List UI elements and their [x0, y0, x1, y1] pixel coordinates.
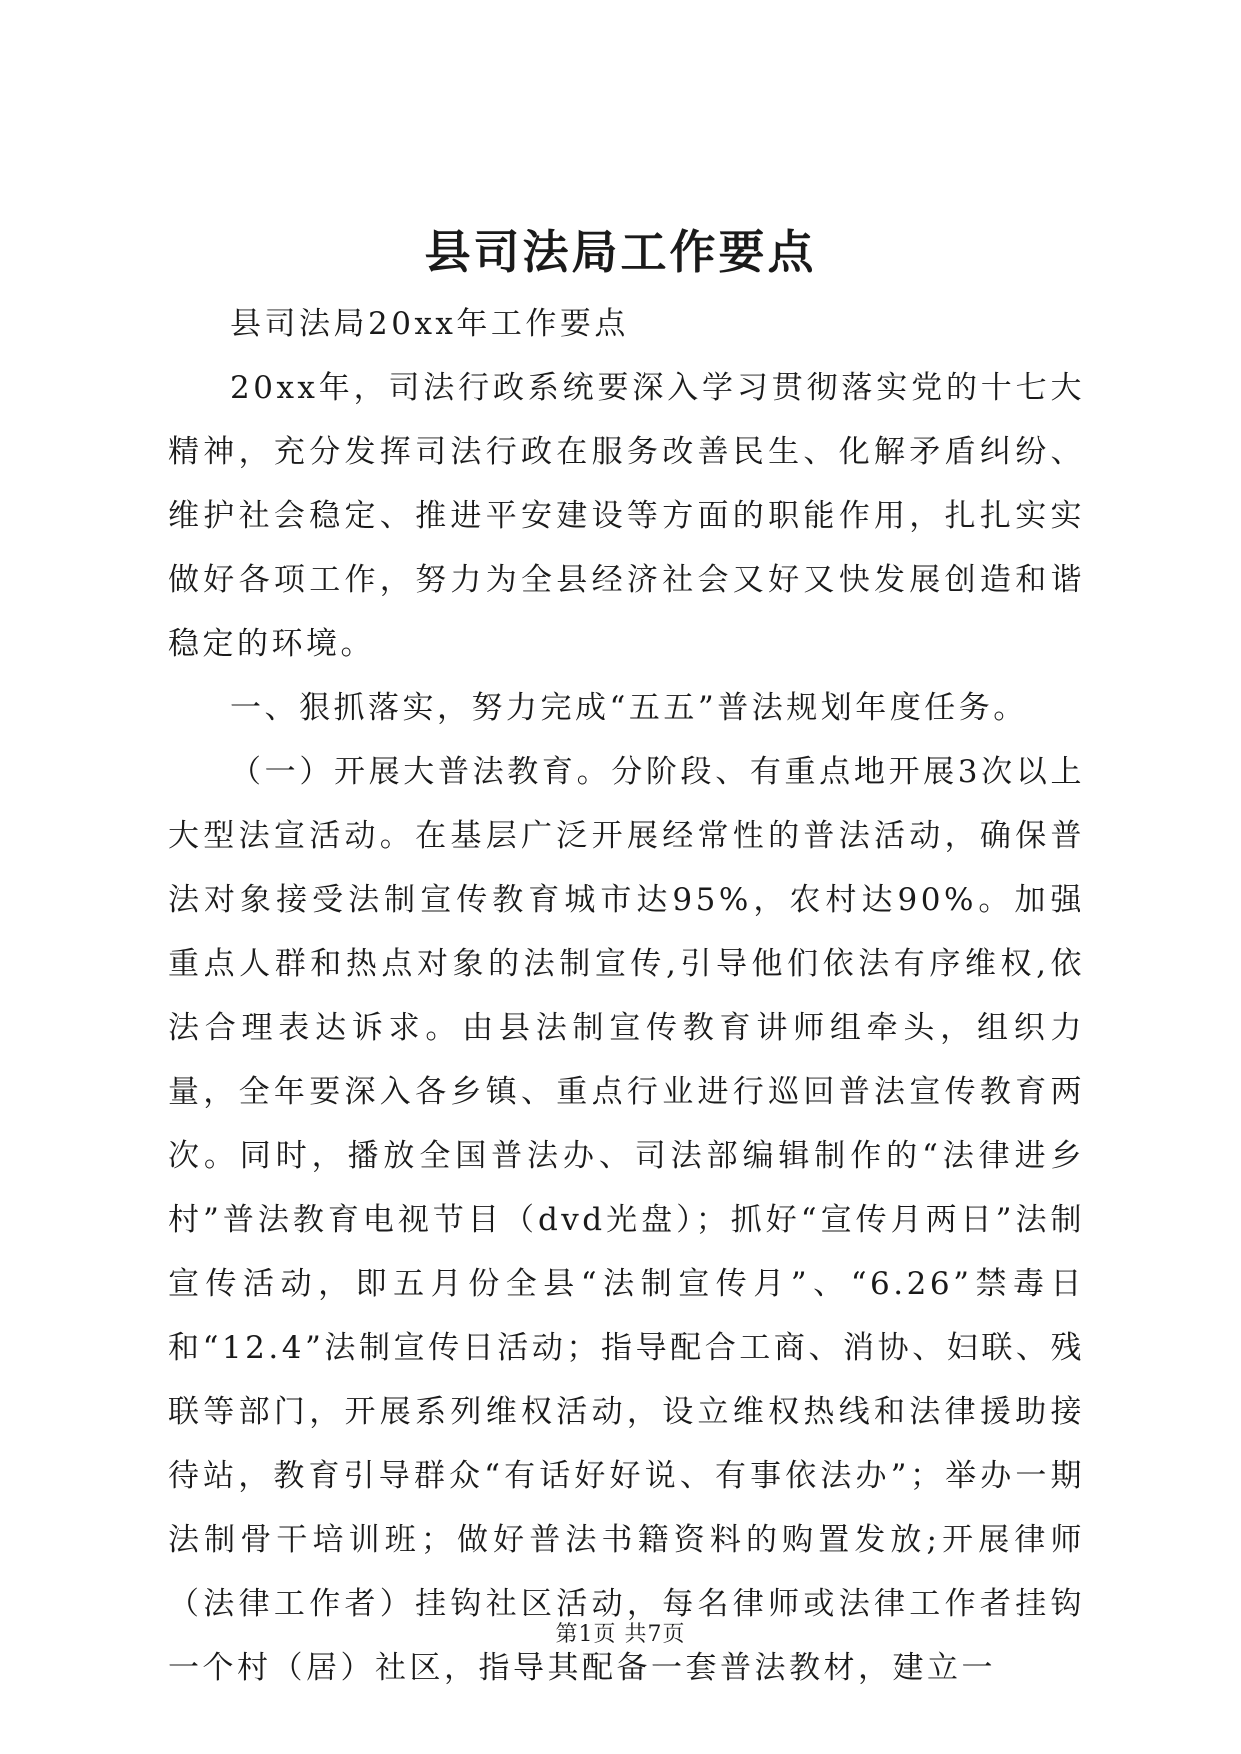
document-title: 县司法局工作要点 [424, 225, 817, 279]
section-heading-1: 一、狠抓落实，努力完成“五五”普法规划年度任务。 [230, 690, 1028, 726]
page-number-footer: 第1页 共7页 [555, 1622, 686, 1647]
document-subtitle: 县司法局20xx年工作要点 [230, 306, 629, 342]
document-body [168, 292, 1085, 1700]
paragraph-section-1-1: （一）开展大普法教育。分阶段、有重点地开展3次以上大型法宣活动。在基层广泛开展经常性的普法活动，确保普法对象接受法制宣传教育城市达95%，农村达90%。加强重点人群和热点对象的法制宣传,引导他们依法有序维权,依法合理表达诉求。由县法制宣传教育讲师组牵头，组织力量，全年要深入各乡镇、重点行业进行巡回普法宣传教育两次。同时，播放全国普法办、司法部编辑制作的“法律进乡村”普法教育电视节目（dvd光盘）；抓好“宣传月两日”法制宣传活动，即五月份全县“法制宣传月”、“6.26”禁毒日和“12.4”法制宣传日活动；指导配合工商、消协、妇联、残联等部门，开展系列维权活动，设立维权热线和法律援助接待站，教育引导群众“有话好好说、有事依法办”；举办一期法制骨干培训班；做好普法书籍资料的购置发放;开展律师（法律工作者）挂钩社区活动，每名律师或法律工作者挂钩一个村（居）社区，指导其配备一套普法教材，建立一 [168, 754, 1085, 1686]
paragraph-intro: 20xx年，司法行政系统要深入学习贯彻落实党的十七大精神，充分发挥司法行政在服务改善民生、化解矛盾纠纷、维护社会稳定、推进平安建设等方面的职能作用，扎扎实实做好各项工作，努力为全县经济社会又好又快发展创造和谐稳定的环境。 [168, 370, 1085, 662]
